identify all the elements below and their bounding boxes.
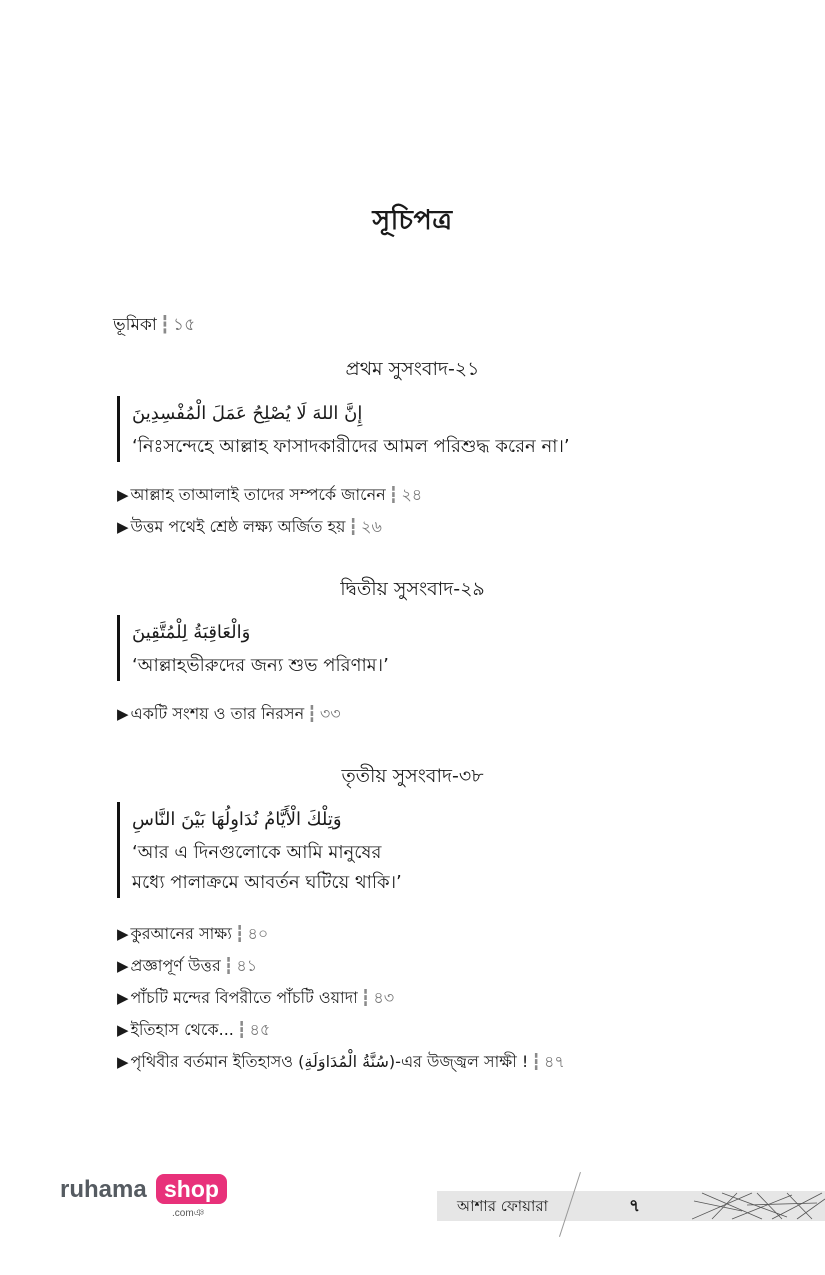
entry-page: ৩৩ [319, 704, 341, 723]
separator-icon: ┇ [234, 924, 245, 943]
entry-page: ২৬ [361, 517, 382, 536]
toc-entry[interactable] [117, 479, 422, 511]
entry-label: পৃথিবীর বর্তমান ইতিহাসও (سُنَّةُ الْمُدَاوَلَةِ)-এর উজ্জ্বল সাক্ষী ! [130, 1052, 529, 1071]
toc-entry[interactable] [117, 1046, 565, 1078]
verse-translation: ‘আল্লাহভীরুদের জন্য শুভ পরিণাম।’ [132, 655, 389, 676]
entry-label: ইতিহাস থেকে... [130, 1020, 234, 1039]
separator-icon: ┇ [159, 315, 171, 335]
arrow-icon: ▶ [117, 486, 129, 504]
toc-entry[interactable] [117, 950, 565, 982]
entry-page: ১৫ [173, 315, 196, 335]
entry-label: পাঁচটি মন্দের বিপরীতে পাঁচটি ওয়াদা [130, 988, 358, 1007]
section-quote-1 [117, 396, 570, 462]
toc-entry[interactable] [117, 982, 565, 1014]
entry-label: আল্লাহ তাআলাই তাদের সম্পর্কে জানেন [130, 485, 386, 504]
toc-entry[interactable] [117, 1014, 565, 1046]
section-heading-3: তৃতীয় সুসংবাদ-৩৮ [341, 765, 484, 787]
entry-page: ৪০ [247, 924, 269, 943]
arrow-icon: ▶ [117, 925, 129, 943]
separator-icon: ┇ [236, 1020, 247, 1039]
entry-label: ভূমিকা [113, 315, 157, 335]
logo-main-text: ruhama [60, 1176, 147, 1203]
book-name: আশার ফোয়ারা [457, 1197, 548, 1215]
verse-translation-line-1: ‘আর এ দিনগুলোকে আমি মানুষের [132, 842, 382, 863]
logo-badge: shop [156, 1174, 227, 1204]
entry-label: কুরআনের সাক্ষ্য [130, 924, 232, 943]
section-heading-1: প্রথম সুসংবাদ-২১ [345, 358, 480, 380]
section-items-3 [117, 918, 565, 1078]
page-title: সূচিপত্র [372, 205, 453, 236]
separator-icon: ┇ [360, 988, 371, 1007]
arrow-icon: ▶ [117, 1053, 129, 1071]
toc-entry[interactable] [117, 511, 422, 543]
page-number: ৭ [629, 1196, 641, 1216]
separator-icon: ┇ [348, 517, 359, 536]
separator-icon: ┇ [531, 1052, 541, 1071]
section-quote-3 [117, 802, 402, 898]
arrow-icon: ▶ [117, 705, 129, 723]
separator-icon: ┇ [307, 704, 317, 723]
arabic-verse: وَالْعَاقِبَةُ لِلْمُتَّقِينَ [132, 622, 251, 643]
separator-icon: ┇ [223, 956, 234, 975]
verse-translation-line-2: মধ্যে পালাক্রমে আবর্তন ঘটিয়ে থাকি।’ [132, 872, 402, 893]
logo-suffix: .comঞ [170, 1206, 206, 1223]
arabic-verse: وَتِلْكَ الْأَيَّامُ نُدَاوِلُهَا بَيْنَ النَّاسِ [132, 809, 342, 830]
toc-entry[interactable] [117, 698, 341, 730]
separator-icon: ┇ [388, 485, 399, 504]
arrow-icon: ▶ [117, 957, 129, 975]
entry-page: ৪১ [236, 956, 258, 975]
footer-bar [437, 1191, 825, 1221]
entry-label: একটি সংশয় ও তার নিরসন [130, 704, 305, 723]
entry-page: ৪৭ [543, 1052, 565, 1071]
entry-label: প্রজ্ঞাপূর্ণ উত্তর [130, 956, 221, 975]
arrow-icon: ▶ [117, 989, 129, 1007]
arrow-icon: ▶ [117, 1021, 129, 1039]
section-items-1 [117, 479, 422, 543]
section-quote-2 [117, 615, 389, 681]
arrow-icon: ▶ [117, 518, 129, 536]
entry-page: ৪৩ [373, 988, 395, 1007]
toc-entry[interactable] [117, 918, 565, 950]
decorative-pattern-icon [692, 1191, 825, 1221]
entry-page: ২৪ [401, 485, 423, 504]
section-heading-2: দ্বিতীয় সুসংবাদ-২৯ [340, 578, 485, 600]
entry-label: উত্তম পথেই শ্রেষ্ঠ লক্ষ্য অর্জিত হয় [130, 517, 346, 536]
verse-translation: ‘নিঃসন্দেহে আল্লাহ ফাসাদকারীদের আমল পরিশুদ্ধ করেন না।’ [132, 436, 570, 457]
toc-entry-intro[interactable] [113, 312, 195, 340]
arabic-verse: إِنَّ اللهَ لَا يُصْلِحُ عَمَلَ الْمُفْسِدِينَ [132, 403, 363, 424]
entry-page: ৪৫ [249, 1020, 271, 1039]
section-items-2 [117, 698, 341, 730]
